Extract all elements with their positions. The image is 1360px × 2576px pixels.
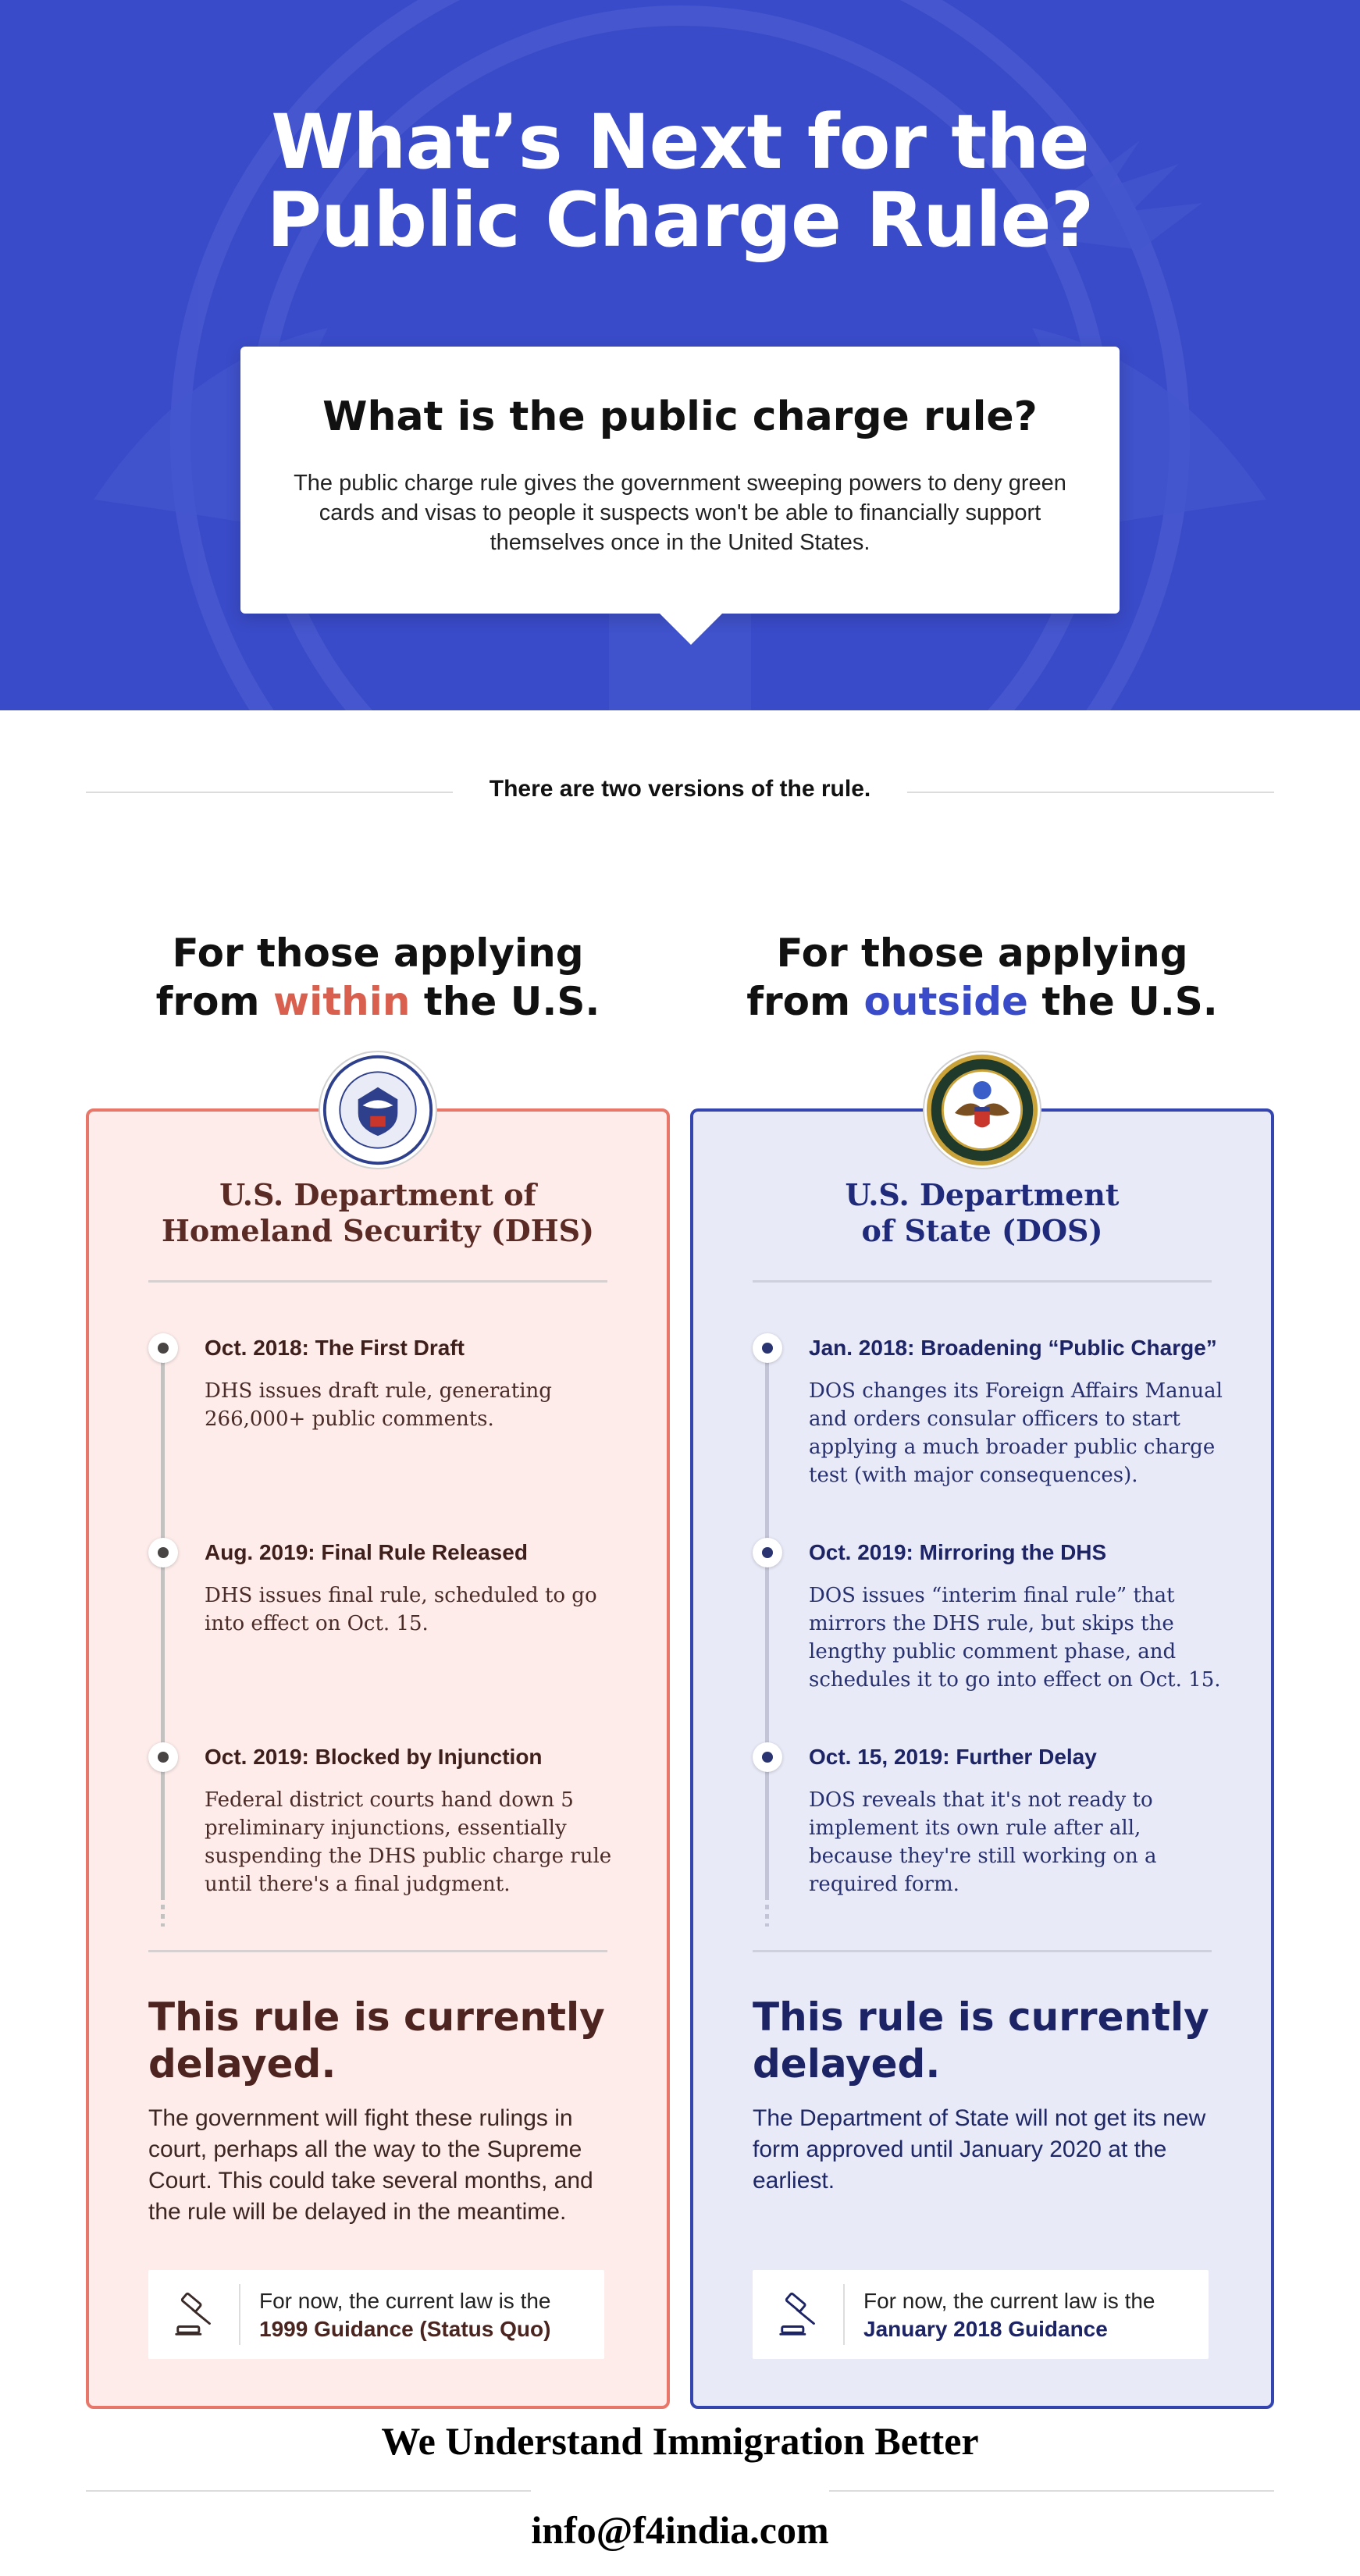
timeline-line bbox=[765, 1349, 769, 1895]
dos-timeline bbox=[693, 1112, 1271, 2412]
dhs-status-heading: This rule is currently delayed. bbox=[148, 1994, 605, 2087]
event-text: Federal district courts hand down 5 preliminary injunctions, essentially suspending the DHS public charge rule until there's a final judgment. bbox=[205, 1788, 612, 1896]
timeline-dot-icon bbox=[148, 1742, 178, 1772]
dos-panel bbox=[690, 1108, 1274, 2409]
event-text: DOS reveals that it's not ready to implement its own rule after all, because they're still working on a required form. bbox=[809, 1788, 1157, 1896]
event-text: DHS issues final rule, scheduled to go into effect on Oct. 15. bbox=[205, 1584, 597, 1635]
dos-current-law-box bbox=[753, 2270, 1209, 2359]
dhs-status-text: The government will fight these rulings in court, perhaps all the way to the Supreme Court. This could take several months, and the rule will be delayed in the meantime. bbox=[148, 2105, 593, 2225]
dhs-separator-bottom bbox=[148, 1950, 607, 1952]
event-title: Aug. 2019: Final Rule Released bbox=[205, 1540, 528, 1564]
dhs-panel bbox=[86, 1108, 670, 2409]
timeline-dashes bbox=[765, 1895, 769, 1927]
dos-seal-icon bbox=[923, 1051, 1041, 1169]
dos-agency-name: U.S. Department of State (DOS) bbox=[845, 1177, 1120, 1248]
law-intro: For now, the current law is the bbox=[863, 2289, 1155, 2313]
definition-text: The public charge rule gives the government sweeping powers to deny green cards and visas to people it suspects won't be able to financially support themselves once in the United States. bbox=[294, 471, 1066, 555]
law-divider bbox=[843, 2284, 845, 2345]
timeline-line bbox=[161, 1349, 165, 1895]
law-name: January 2018 Guidance bbox=[863, 2317, 1108, 2341]
hero-banner bbox=[0, 0, 1360, 710]
law-divider bbox=[239, 2284, 240, 2345]
event-title: Oct. 2019: Blocked by Injunction bbox=[205, 1745, 543, 1769]
definition-card bbox=[240, 347, 1120, 614]
gavel-icon bbox=[776, 2290, 824, 2339]
dhs-seal-icon bbox=[319, 1051, 437, 1169]
footer-email-link[interactable]: info@f4india.com bbox=[531, 2508, 829, 2552]
page-title: What’s Next for the Public Charge Rule? bbox=[266, 98, 1094, 264]
gavel-icon bbox=[172, 2290, 220, 2339]
footer-line-right bbox=[829, 2490, 1274, 2492]
timeline-dot-icon bbox=[753, 1538, 782, 1567]
event-text: DOS changes its Foreign Affairs Manual and orders consular officers to start applying a much broader public charge test (with major consequences). bbox=[809, 1379, 1223, 1487]
dhs-agency-name: U.S. Department of Homeland Security (DHS) bbox=[161, 1177, 595, 1248]
divider-line-right bbox=[907, 792, 1274, 793]
footer-tagline: We Understand Immigration Better bbox=[381, 2419, 979, 2463]
timeline-dashes bbox=[161, 1895, 165, 1927]
timeline-dot-icon bbox=[148, 1538, 178, 1567]
dhs-current-law-box bbox=[148, 2270, 604, 2359]
event-title: Oct. 2018: The First Draft bbox=[205, 1336, 465, 1360]
timeline-dot-icon bbox=[753, 1333, 782, 1363]
event-title: Oct. 15, 2019: Further Delay bbox=[809, 1745, 1097, 1769]
timeline-dot-icon bbox=[148, 1333, 178, 1363]
definition-title: What is the public charge rule? bbox=[322, 393, 1038, 440]
within-us-heading: For those applying from within the U.S. bbox=[155, 930, 600, 1024]
dos-status-heading: This rule is currently delayed. bbox=[753, 1994, 1209, 2087]
versions-divider bbox=[86, 773, 1274, 812]
law-name: 1999 Guidance (Status Quo) bbox=[259, 2317, 551, 2341]
footer-line-left bbox=[86, 2490, 531, 2492]
dos-status-text: The Department of State will not get its new form approved until January 2020 at the earliest. bbox=[753, 2105, 1206, 2194]
event-title: Jan. 2018: Broadening “Public Charge” bbox=[809, 1336, 1217, 1360]
outside-us-heading: For those applying from outside the U.S. bbox=[746, 930, 1218, 1024]
timeline-dot-icon bbox=[753, 1742, 782, 1772]
event-title: Oct. 2019: Mirroring the DHS bbox=[809, 1540, 1107, 1564]
law-intro: For now, the current law is the bbox=[259, 2289, 551, 2313]
versions-text: There are two versions of the rule. bbox=[489, 776, 871, 802]
event-text: DHS issues draft rule, generating 266,000+ public comments. bbox=[205, 1379, 552, 1431]
event-text: DOS issues “interim final rule” that mirrors the DHS rule, but skips the lengthy public comment phase, and schedules it to go into effect on Oct. 15. bbox=[809, 1584, 1221, 1692]
dos-separator-bottom bbox=[753, 1950, 1212, 1952]
